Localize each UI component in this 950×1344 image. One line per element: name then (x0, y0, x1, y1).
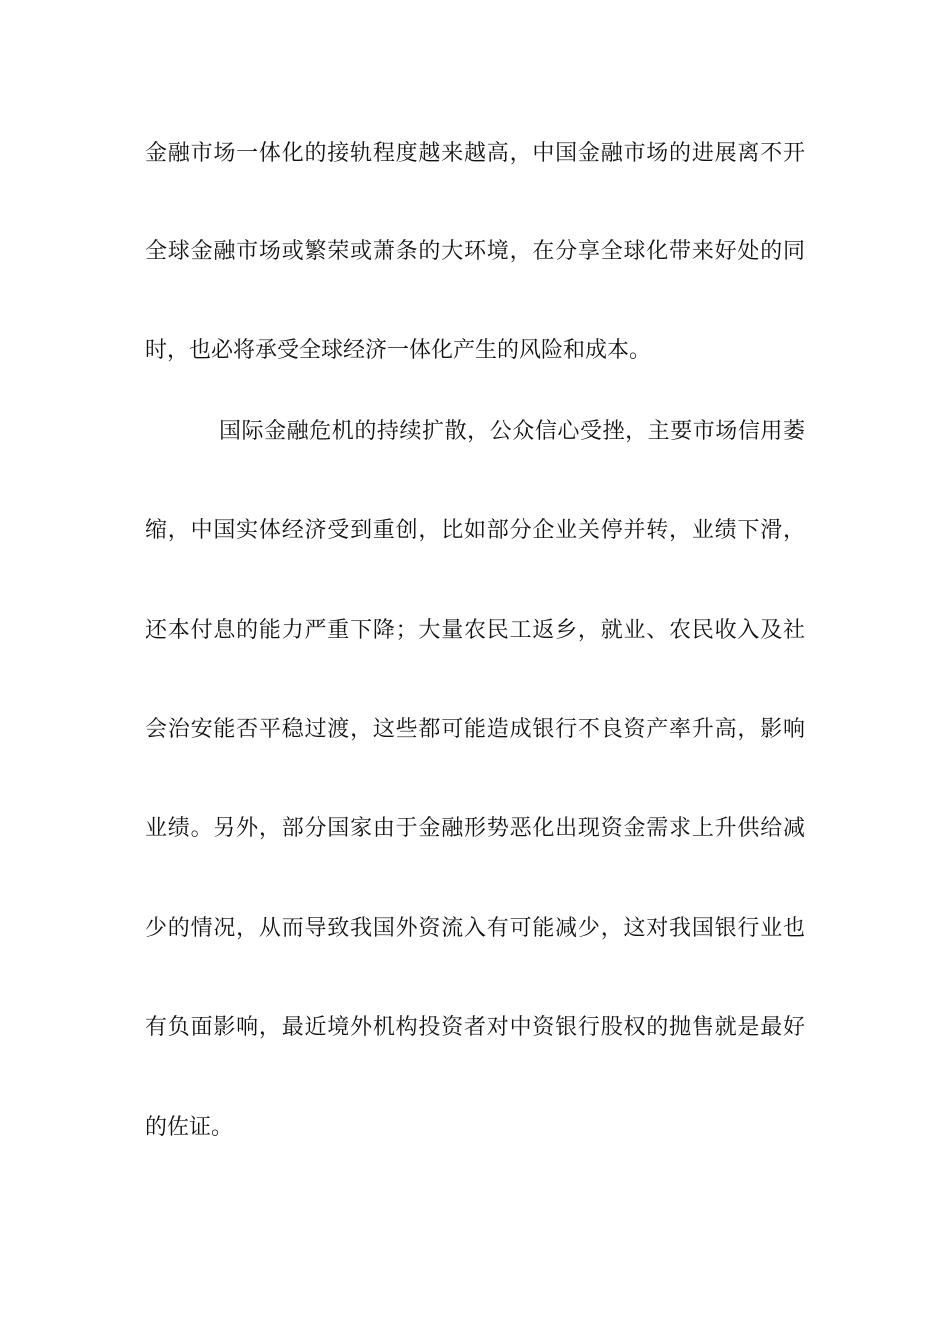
text-line: 业绩。另外，部分国家由于金融形势恶化出现资金需求上升供给减 (145, 816, 805, 841)
text-line: 全球金融市场或繁荣或萧条的大环境，在分享全球化带来好处的同 (145, 239, 805, 264)
text-line: 还本付息的能力严重下降；大量农民工返乡，就业、农民收入及社 (145, 618, 805, 643)
text-line: 金融市场一体化的接轨程度越来越高，中国金融市场的进展离不开 (145, 141, 805, 166)
text-line: 会治安能否平稳过渡，这些都可能造成银行不良资产率升高，影响 (145, 717, 805, 742)
text-line: 有负面影响，最近境外机构投资者对中资银行股权的抛售就是最好 (145, 1015, 805, 1040)
text-line: 缩，中国实体经济受到重创，比如部分企业关停并转，业绩下滑， (145, 518, 805, 543)
text-line: 少的情况，从而导致我国外资流入有可能减少，这对我国银行业也 (145, 916, 805, 941)
text-line: 时，也必将承受全球经济一体化产生的风险和成本。 (145, 338, 652, 363)
text-line: 的佐证。 (145, 1115, 234, 1140)
text-line: 国际金融危机的持续扩散，公众信心受挫，主要市场信用萎 (219, 419, 805, 444)
